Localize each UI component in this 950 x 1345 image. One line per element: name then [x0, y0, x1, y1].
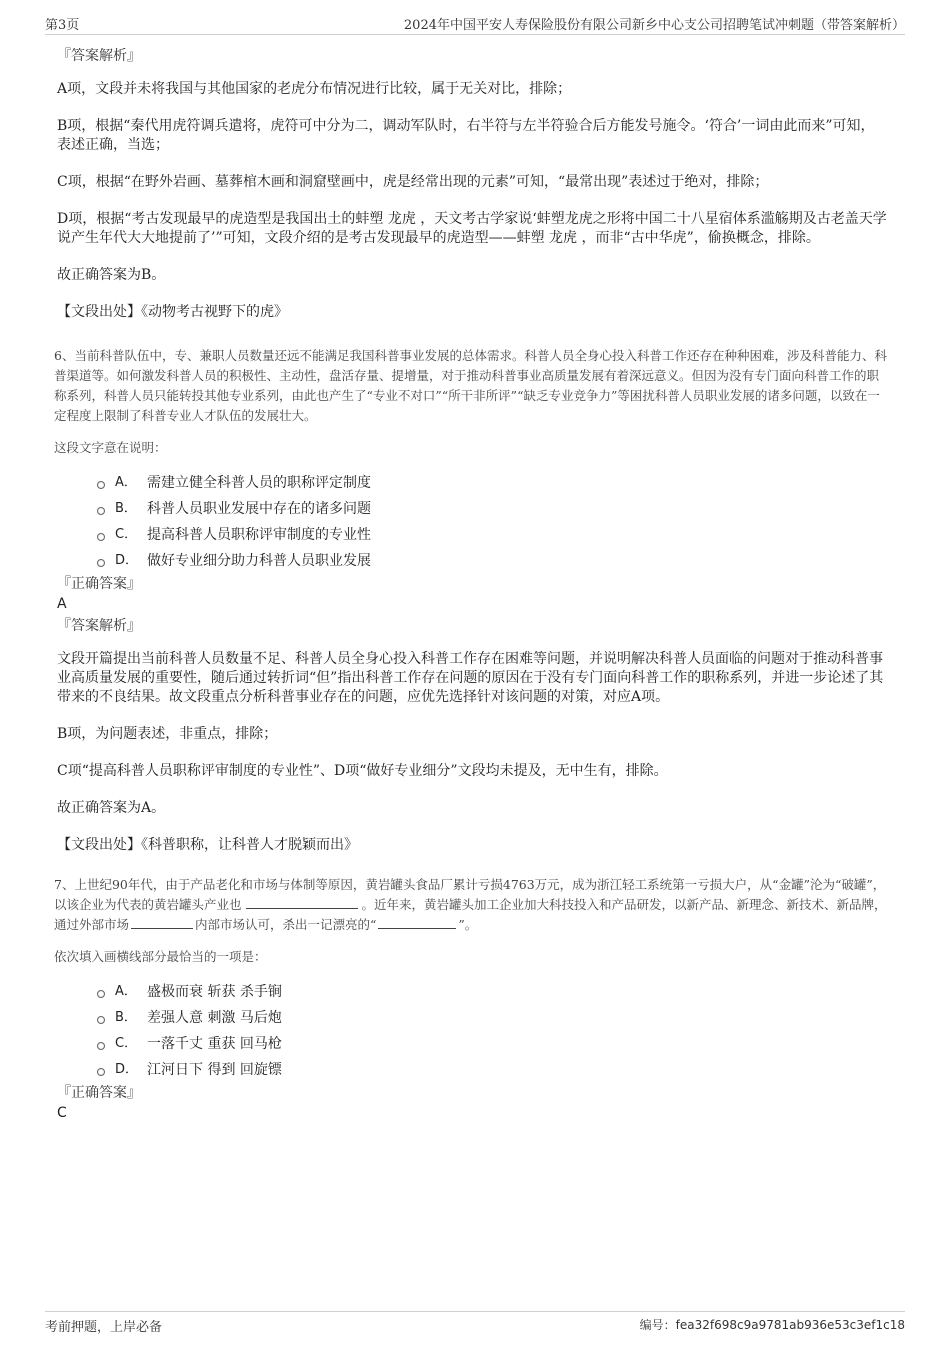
- q7-option-a[interactable]: [97, 979, 887, 1005]
- radio-icon[interactable]: [97, 481, 105, 489]
- q6-question-text: 6、当前科普队伍中，专、兼职人员数量还远不能满足我国科普事业发展的总体需求。科普人员全身心投入科普工作还存在种种困难，涉及科普能力、科普渠道等。如何激发科普人员的积极性、主动性，盘活存量、提增量，对于推动科普事业高质量发展有着深远意义。但因为没有专门面向科普工作的职称系列，科普人员只能转投其他专业系列，由此也产生了“专业不对口”“所干非所评”“缺乏专业竞争力”等困扰科普人员职业发展的诸多问题，以致在一定程度上限制了科普专业人才队伍的发展壮大。: [54, 348, 887, 423]
- option-letter: C．: [115, 527, 138, 542]
- q7-text-part1: 7、上世纪90年代，由于产品老化和市场与体制等原因，黄岩罐头食品厂累计亏损4763万元，成为浙江轻工系统第一亏损大户，从“金罐”沦为“破罐”，以该企业为代表的黄岩罐头产业也: [54, 877, 886, 912]
- option-text: 盛极而衰 斩获 杀手锏: [147, 984, 282, 1000]
- q6-option-c[interactable]: [97, 522, 887, 548]
- option-text: 科普人员职业发展中存在的诸多问题: [147, 501, 371, 517]
- q5-analysis-c: C项，根据“在野外岩画、墓葬棺木画和洞窟壁画中，虎是经常出现的元素”可知，“最常出现”表述过于绝对，排除；: [57, 174, 769, 190]
- q6-source: 【文段出处】《科普职称，让科普人才脱颖而出》: [57, 837, 358, 853]
- option-text: 提高科普人员职称评审制度的专业性: [147, 527, 371, 543]
- blank-3: [378, 916, 456, 929]
- q7-text-part4: ”。: [458, 917, 478, 932]
- radio-icon[interactable]: [97, 559, 105, 567]
- radio-icon[interactable]: [97, 990, 105, 998]
- option-text: 差强人意 刺激 马后炮: [147, 1010, 282, 1026]
- option-text: 一落千丈 重获 回马枪: [147, 1036, 282, 1052]
- radio-icon[interactable]: [97, 507, 105, 515]
- option-letter: C．: [115, 1036, 138, 1051]
- q6-option-b[interactable]: [97, 496, 887, 522]
- q7-correct-answer: C: [57, 1105, 67, 1121]
- option-letter: A．: [115, 475, 137, 490]
- q7-options: [97, 979, 887, 1083]
- q7-option-b[interactable]: [97, 1005, 887, 1031]
- q6-analysis-main: 文段开篇提出当前科普人员数量不足、科普人员全身心投入科普工作存在困难等问题，并说明解决科普人员面临的问题对于推动科普事业高质量发展的重要性，随后通过转折词“但”指出科普工作存在问题的原因在于没有专门面向科普工作的职称系列，并进一步论述了其带来的不良结果。故文段重点分析科普事业存在的问题，应优先选择针对该问题的对策，对应A项。: [57, 651, 884, 705]
- q5-analysis-d: D项，根据“考古发现最早的虎造型是我国出土的蚌塑 龙虎 ，天文考古学家说‘蚌塑龙虎之形将中国二十八星宿体系滥觞期及古老盖天学说产生年代大大地提前了’”可知，文段介绍的是考古发现最早的虎造型——蚌塑 龙虎 ，而非“古中华虎”，偷换概念，排除。: [57, 211, 887, 246]
- page-number: 第3页: [45, 18, 80, 33]
- q6-analysis-label: 『答案解析』: [57, 618, 141, 634]
- footer-slogan: 考前押题，上岸必备: [45, 1320, 163, 1335]
- option-text: 做好专业细分助力科普人员职业发展: [147, 553, 371, 569]
- option-letter: D．: [115, 1062, 139, 1077]
- q5-source: 【文段出处】《动物考古视野下的虎》: [57, 304, 288, 320]
- document-title: 2024年中国平安人寿保险股份有限公司新乡中心支公司招聘笔试冲刺题（带答案解析）: [403, 18, 905, 33]
- blank-1: [246, 896, 358, 909]
- q6-correct-label: 『正确答案』: [57, 576, 141, 592]
- q6-analysis-cd: C项“提高科普人员职称评审制度的专业性”、D项“做好专业细分”文段均未提及，无中生有，排除。: [57, 763, 668, 779]
- q7-text-part3: 内部市场认可，杀出一记漂亮的“: [195, 917, 377, 932]
- q6-conclusion: 故正确答案为A。: [57, 800, 166, 816]
- document-code: 编号：fea32f698c9a9781ab936e53c3ef1c18: [639, 1318, 905, 1332]
- page-footer: [45, 1311, 905, 1336]
- radio-icon[interactable]: [97, 1068, 105, 1076]
- page-header: [45, 14, 905, 35]
- q5-analysis-a: A项，文段并未将我国与其他国家的老虎分布情况进行比较，属于无关对比，排除；: [57, 81, 572, 97]
- blank-2: [131, 916, 193, 929]
- radio-icon[interactable]: [97, 1016, 105, 1024]
- option-letter: D．: [115, 553, 139, 568]
- q7-text-part2: 。近年来，黄岩罐头加工企业加大科技投入和产品研发，以新产品、新理念、新技术、新品牌，通过外部市场: [54, 897, 887, 932]
- option-text: 需建立健全科普人员的职称评定制度: [147, 475, 371, 491]
- option-letter: B．: [115, 1010, 137, 1025]
- q6-correct-answer: A: [57, 596, 67, 612]
- q5-conclusion: 故正确答案为B。: [57, 267, 166, 283]
- q7-question-text: [54, 875, 887, 935]
- q7-prompt: 依次填入画横线部分最恰当的一项是：: [54, 949, 267, 964]
- q6-options: [97, 470, 887, 574]
- q7-option-c[interactable]: [97, 1031, 887, 1057]
- q6-option-a[interactable]: [97, 470, 887, 496]
- q5-analysis-b: B项，根据“秦代用虎符调兵遣将，虎符可中分为二，调动军队时，右半符与左半符验合后方能发号施令。‘符合’一词由此而来”可知，表述正确，当选；: [57, 118, 875, 153]
- option-text: 江河日下 得到 回旋镖: [147, 1062, 282, 1078]
- q6-option-d[interactable]: [97, 548, 887, 574]
- q6-analysis-b: B项，为问题表述，非重点，排除；: [57, 726, 278, 742]
- option-letter: A．: [115, 984, 137, 999]
- q7-option-d[interactable]: [97, 1057, 887, 1083]
- document-body: [54, 46, 887, 1125]
- radio-icon[interactable]: [97, 1042, 105, 1050]
- radio-icon[interactable]: [97, 533, 105, 541]
- q5-analysis-label: 『答案解析』: [57, 48, 141, 64]
- q7-correct-label: 『正确答案』: [57, 1085, 141, 1101]
- option-letter: B．: [115, 501, 137, 516]
- q6-prompt: 这段文字意在说明：: [54, 440, 167, 455]
